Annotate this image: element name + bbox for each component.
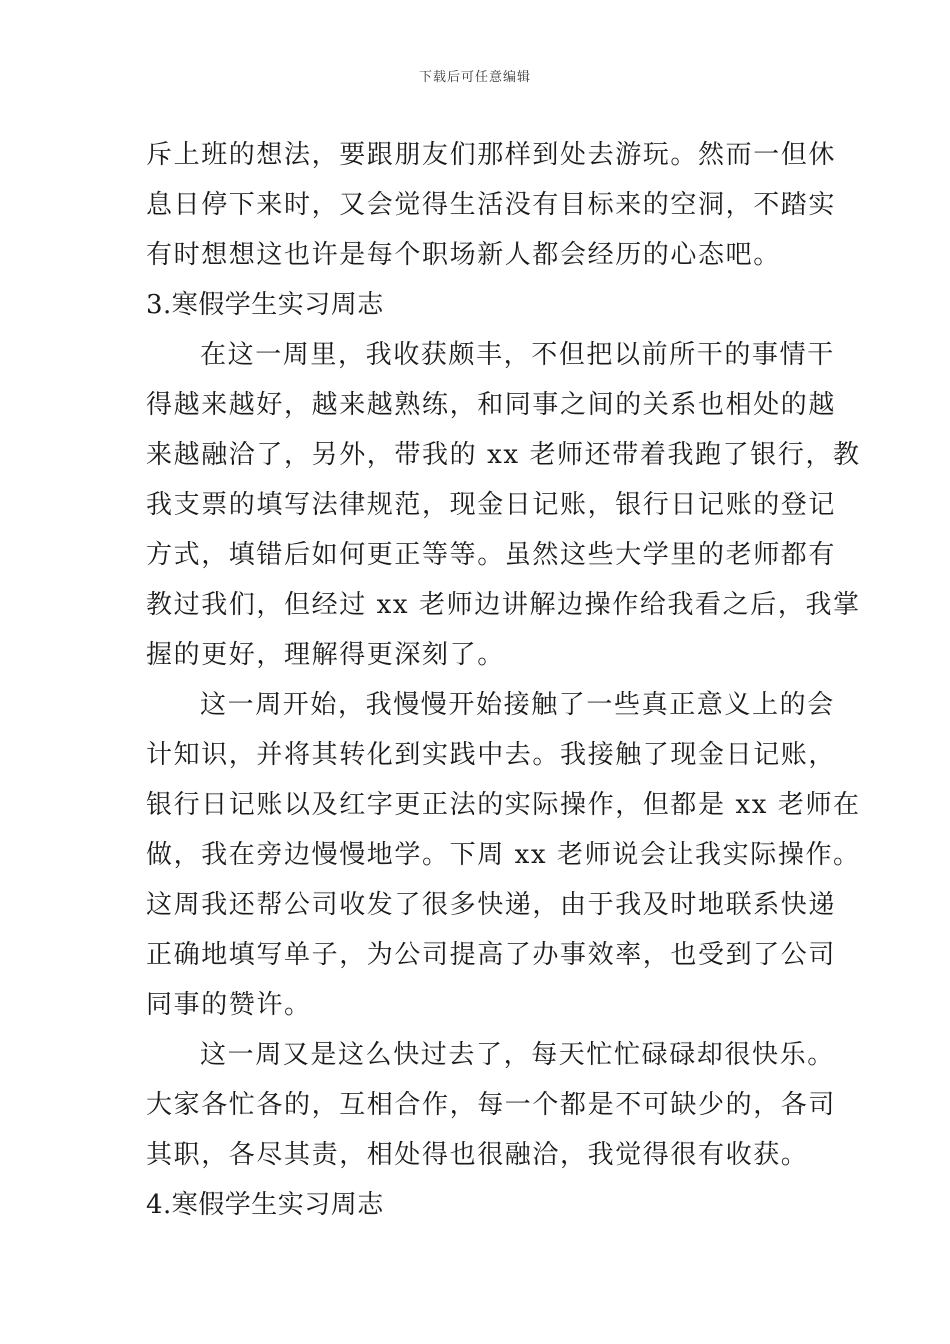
- text-line: 教过我们，但经过 xx 老师边讲解边操作给我看之后，我掌: [146, 590, 861, 620]
- text-line: 这周我还帮公司收发了很多快递，由于我及时地联系快递: [146, 890, 837, 920]
- text-line: 正确地填写单子，为公司提高了办事效率，也受到了公司: [146, 940, 837, 970]
- text-line: 握的更好，理解得更深刻了。: [146, 640, 505, 670]
- text-line: 我支票的填写法律规范，现金日记账，银行日记账的登记: [146, 490, 837, 520]
- text-line: 同事的赞许。: [146, 990, 312, 1020]
- text-line: 方式，填错后如何更正等等。虽然这些大学里的老师都有: [146, 540, 837, 570]
- text-line: 息日停下来时，又会觉得生活没有目标来的空洞，不踏实: [146, 190, 837, 220]
- text-line: 这一周又是这么快过去了，每天忙忙碌碌却很快乐。: [200, 1040, 835, 1070]
- text-line: 在这一周里，我收获颇丰，不但把以前所干的事情干: [200, 340, 835, 370]
- document-body: [146, 130, 861, 1230]
- text-line: 计知识，并将其转化到实践中去。我接触了现金日记账，: [146, 740, 837, 770]
- text-line: 做，我在旁边慢慢地学。下周 xx 老师说会让我实际操作。: [146, 840, 861, 870]
- page-header: 下载后可任意编辑: [418, 70, 531, 85]
- section-heading: 3.寒假学生实习周志: [146, 290, 384, 320]
- text-line: 银行日记账以及红字更正法的实际操作，但都是 xx 老师在: [146, 790, 861, 820]
- text-line: 这一周开始，我慢慢开始接触了一些真正意义上的会: [200, 690, 835, 720]
- text-line: 其职，各尽其责，相处得也很融洽，我觉得很有收获。: [146, 1140, 809, 1170]
- text-line: 大家各忙各的，互相合作，每一个都是不可缺少的，各司: [146, 1090, 837, 1120]
- text-line: 得越来越好，越来越熟练，和同事之间的关系也相处的越: [146, 390, 837, 420]
- text-line: 有时想想这也许是每个职场新人都会经历的心态吧。: [146, 240, 781, 270]
- section-heading: 4.寒假学生实习周志: [146, 1190, 384, 1220]
- text-line: 斥上班的想法，要跟朋友们那样到处去游玩。然而一但休: [146, 140, 837, 170]
- text-line: 来越融洽了，另外，带我的 xx 老师还带着我跑了银行，教: [146, 440, 861, 470]
